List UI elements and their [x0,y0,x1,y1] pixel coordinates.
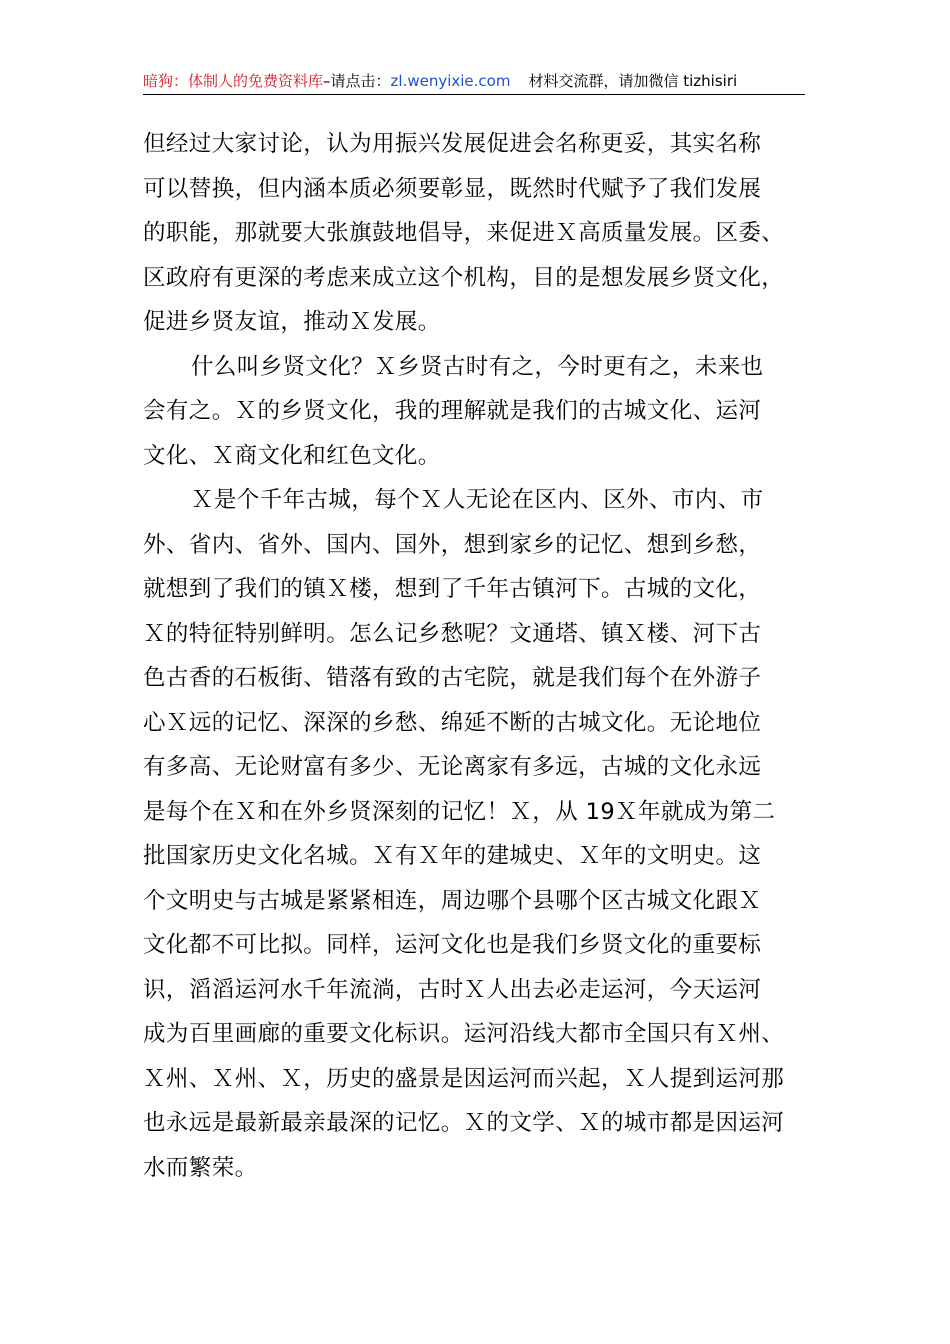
text-line: 区政府有更深的考虑来成立这个机构，目的是想发展乡贤文化， [143,264,785,291]
text-line: 促进乡贤友谊，推动Ｘ发展。 [143,309,441,335]
text-line: 是每个在Ｘ和在外乡贤深刻的记忆！Ｘ，从 19Ｘ年就成为第二 [143,798,776,825]
text-line: 色古香的石板街、错落有致的古宅院，就是我们每个在外游子 [143,665,762,691]
text-line: 识，滔滔运河水千年流淌，古时Ｘ人出去必走运河，今天运河 [143,976,762,1003]
text-line: 也永远是最新最亲最深的记忆。Ｘ的文学、Ｘ的城市都是因运河 [143,1110,785,1136]
page-header [143,68,805,94]
text-line: 外、省内、省外、国内、国外，想到家乡的记忆、想到乡愁， [143,531,762,558]
text-line: Ｘ的特征特别鲜明。怎么记乡愁呢？文通塔、镇Ｘ楼、河下古 [143,620,762,647]
header-brand: 暗狗：体制人的免费资料库 [143,72,324,90]
text-line: 的职能，那就要大张旗鼓地倡导，来促进Ｘ高质量发展。区委、 [143,220,785,246]
text-line: 心Ｘ远的记忆、深深的乡愁、绵延不断的古城文化。无论地位 [143,709,762,736]
header-contact: 材料交流群，请加微信 tizhisiri [528,72,738,90]
text-line: 可以替换，但内涵本质必须要彰显，既然时代赋予了我们发展 [143,175,762,202]
text-line: 有多高、无论财富有多少、无论离家有多远，古城的文化永远 [143,754,762,780]
text-line: 水而繁荣。 [143,1154,258,1181]
document-body [143,122,807,1190]
text-line: 批国家历史文化名城。Ｘ有Ｘ年的建城史、Ｘ年的文明史。这 [143,843,762,869]
text-line: 个文明史与古城是紧紧相连，周边哪个县哪个区古城文化跟Ｘ [143,887,762,914]
header-prompt: –请点击： [323,72,391,90]
text-line: 什么叫乡贤文化？Ｘ乡贤古时有之，今时更有之，未来也 [191,353,764,380]
header-divider [143,94,805,95]
text-line: 文化都不可比拟。同样，运河文化也是我们乡贤文化的重要标 [143,932,762,958]
text-line: 会有之。Ｘ的乡贤文化，我的理解就是我们的古城文化、运河 [143,398,762,424]
text-line: Ｘ州、Ｘ州、Ｘ，历史的盛景是因运河而兴起，Ｘ人提到运河那 [143,1065,785,1092]
text-line: 就想到了我们的镇Ｘ楼，想到了千年古镇河下。古城的文化， [143,576,762,602]
text-line: 但经过大家讨论，认为用振兴发展促进会名称更妥，其实名称 [143,131,762,157]
text-line: 成为百里画廊的重要文化标识。运河沿线大都市全国只有Ｘ州、 [143,1021,785,1047]
text-line: 文化、Ｘ商文化和红色文化。 [143,442,441,469]
header-link[interactable]: zl.wenyixie.com [390,72,511,90]
text-line: Ｘ是个千年古城，每个Ｘ人无论在区内、区外、市内、市 [191,487,764,513]
